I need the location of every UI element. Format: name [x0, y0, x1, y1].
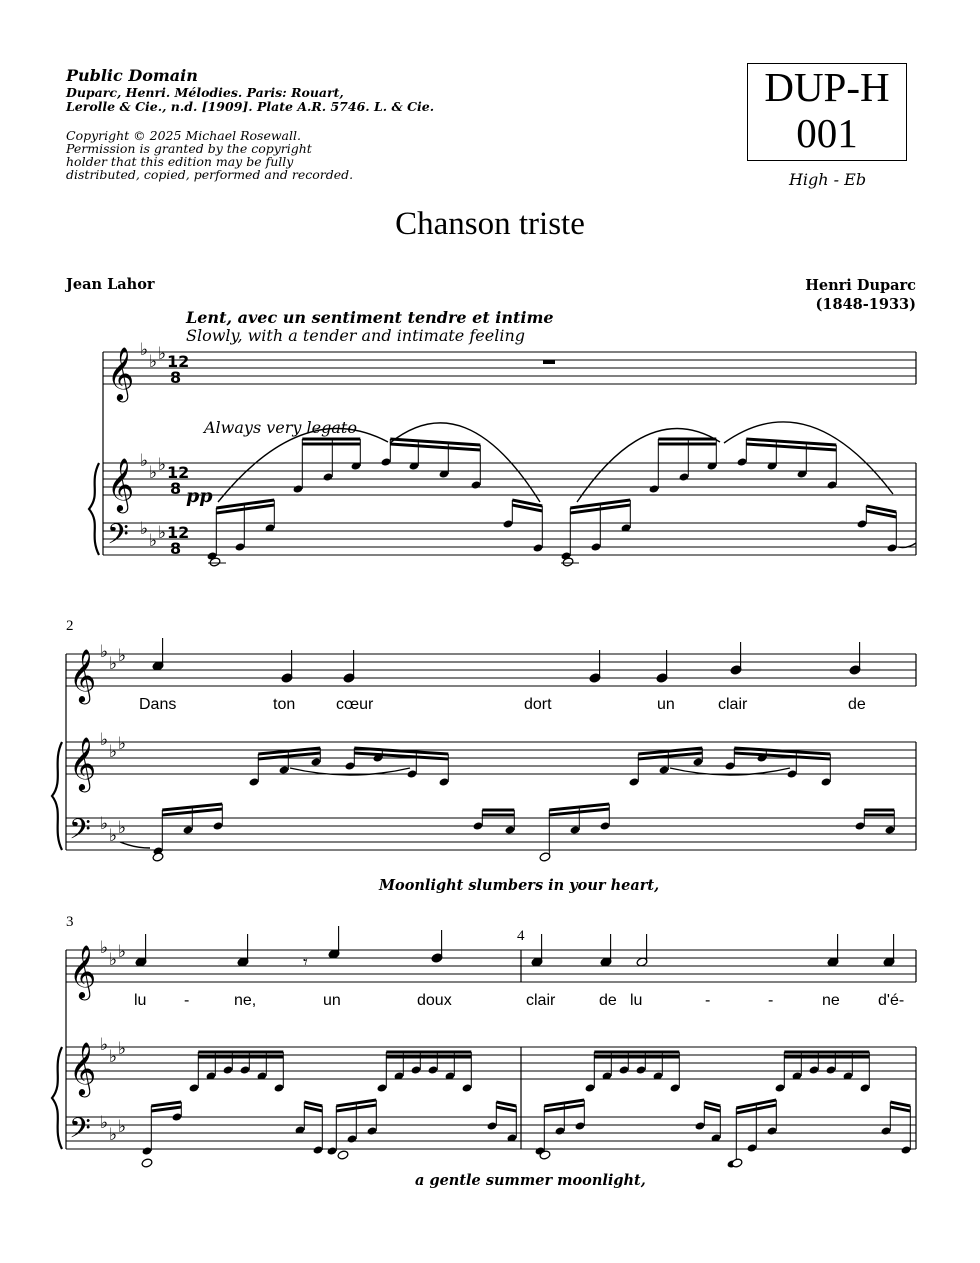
lyric-syllable: clair [718, 696, 748, 713]
flat-icon: ♭ [158, 344, 167, 364]
composer-dates: (1848-1933) [815, 296, 916, 313]
flat-icon: ♭ [118, 734, 127, 754]
dynamic-marking: pp [186, 485, 213, 507]
flat-icon: ♭ [100, 1113, 109, 1133]
source-line: Lerolle & Cie., n.d. [1909]. Plate A.R. 5746. L. & Cie. [66, 99, 435, 114]
lyric-syllable: lu [134, 992, 147, 1009]
flat-icon: ♭ [100, 938, 109, 958]
lyric-syllable: cœur [336, 696, 374, 713]
beam [304, 1102, 322, 1106]
beam [704, 1102, 720, 1106]
whole-rest [543, 360, 555, 364]
flat-icon: ♭ [118, 1039, 127, 1059]
brace [52, 1047, 62, 1149]
beam [151, 1102, 181, 1106]
tie [120, 842, 150, 848]
lyric-syllable: ne, [234, 992, 257, 1009]
catalog-id-line: DUP-H [764, 64, 890, 110]
slur [390, 423, 540, 502]
lyric-syllable: clair [526, 992, 556, 1009]
flat-icon: ♭ [100, 1035, 109, 1055]
flat-icon: ♭ [118, 818, 127, 838]
treble-clef-icon: 𝄞 [69, 648, 97, 702]
flat-icon: ♭ [109, 654, 118, 674]
beam [890, 1107, 910, 1111]
measure-number: 3 [66, 914, 74, 930]
tempo-marking: Lent, avec un sentiment tendre et intime [186, 308, 554, 327]
treble-clef-icon: 𝄞 [69, 1041, 97, 1095]
beam [704, 1107, 720, 1111]
brace [52, 742, 62, 850]
treble-clef-icon: 𝄞 [69, 944, 97, 998]
composer: Henri Duparc [805, 277, 916, 294]
time-signature: 8 [170, 479, 182, 498]
flat-icon: ♭ [140, 519, 149, 539]
copyright-line: Permission is granted by the copyright [66, 141, 312, 156]
beam [151, 1107, 181, 1111]
lyric-syllable: de [599, 992, 617, 1009]
flat-icon: ♭ [149, 531, 158, 551]
copyright-line: Copyright © 2025 Michael Rosewall. [66, 128, 301, 143]
beam [890, 1102, 910, 1106]
lyric-translation: a gentle summer moonlight, [415, 1172, 646, 1189]
treble-clef-icon: 𝄞 [69, 736, 97, 790]
time-signature: 12 [167, 523, 190, 542]
eighth-rest-icon: 𝄾 [303, 952, 308, 973]
flat-icon: ♭ [140, 451, 149, 471]
lyric-translation: Moonlight slumbers in your heart, [379, 877, 660, 894]
measure-number: 4 [517, 928, 525, 944]
flat-icon: ♭ [149, 352, 158, 372]
flat-icon: ♭ [118, 646, 127, 666]
flat-icon: ♭ [109, 950, 118, 970]
bass-clef-icon: 𝄢 [69, 813, 91, 853]
lyric-syllable: - [768, 992, 774, 1009]
time-signature: 12 [167, 352, 190, 371]
flat-icon: ♭ [158, 455, 167, 475]
lyric-syllable: - [705, 992, 711, 1009]
license-title: Public Domain [66, 66, 198, 85]
lyric-syllable: doux [417, 992, 452, 1009]
note [141, 1158, 153, 1168]
tempo-translation: Slowly, with a tender and intimate feeling [186, 326, 525, 345]
beam [496, 1102, 516, 1106]
song-title: Chanson triste [395, 206, 585, 242]
catalog-id-line: 001 [796, 110, 858, 156]
note [152, 852, 164, 862]
lyric-syllable: un [657, 696, 675, 713]
flat-icon: ♭ [158, 523, 167, 543]
beam [304, 1107, 322, 1111]
flat-icon: ♭ [109, 1047, 118, 1067]
lyric-syllable: ne [822, 992, 840, 1009]
flat-icon: ♭ [109, 826, 118, 846]
bass-clef-icon: 𝄢 [69, 1112, 91, 1152]
measure-number: 2 [66, 618, 74, 634]
flat-icon: ♭ [100, 730, 109, 750]
lyric-syllable: - [184, 992, 190, 1009]
time-signature: 12 [167, 463, 190, 482]
lyric-syllable: ton [273, 696, 296, 713]
time-signature: 8 [170, 368, 182, 387]
flat-icon: ♭ [109, 742, 118, 762]
lyric-syllable: Dans [139, 696, 177, 713]
note [337, 1150, 349, 1160]
flat-icon: ♭ [118, 942, 127, 962]
flat-icon: ♭ [109, 1125, 118, 1145]
lyric-syllable: dort [524, 696, 552, 713]
lyric-syllable: lu [630, 992, 643, 1009]
lyric-syllable: d'é- [878, 992, 905, 1009]
lyric-syllable: de [848, 696, 866, 713]
bass-clef-icon: 𝄢 [107, 518, 129, 558]
flat-icon: ♭ [118, 1117, 127, 1137]
voice-key: High - Eb [788, 170, 867, 189]
copyright-line: distributed, copied, performed and recorded. [66, 167, 354, 182]
source-line: Duparc, Henri. Mélodies. Paris: Rouart, [66, 85, 344, 100]
lyric-syllable: un [323, 992, 341, 1009]
brace [89, 463, 99, 555]
time-signature: 8 [170, 539, 182, 558]
expression-marking: Always very legato [204, 418, 357, 437]
slur [724, 422, 893, 494]
flat-icon: ♭ [149, 463, 158, 483]
flat-icon: ♭ [100, 814, 109, 834]
flat-icon: ♭ [100, 642, 109, 662]
treble-clef-icon: 𝄞 [107, 346, 135, 400]
copyright-line: holder that this edition may be fully [66, 154, 294, 169]
beam [496, 1107, 516, 1111]
poet: Jean Lahor [66, 276, 155, 293]
treble-clef-icon: 𝄞 [107, 457, 135, 511]
flat-icon: ♭ [140, 340, 149, 360]
